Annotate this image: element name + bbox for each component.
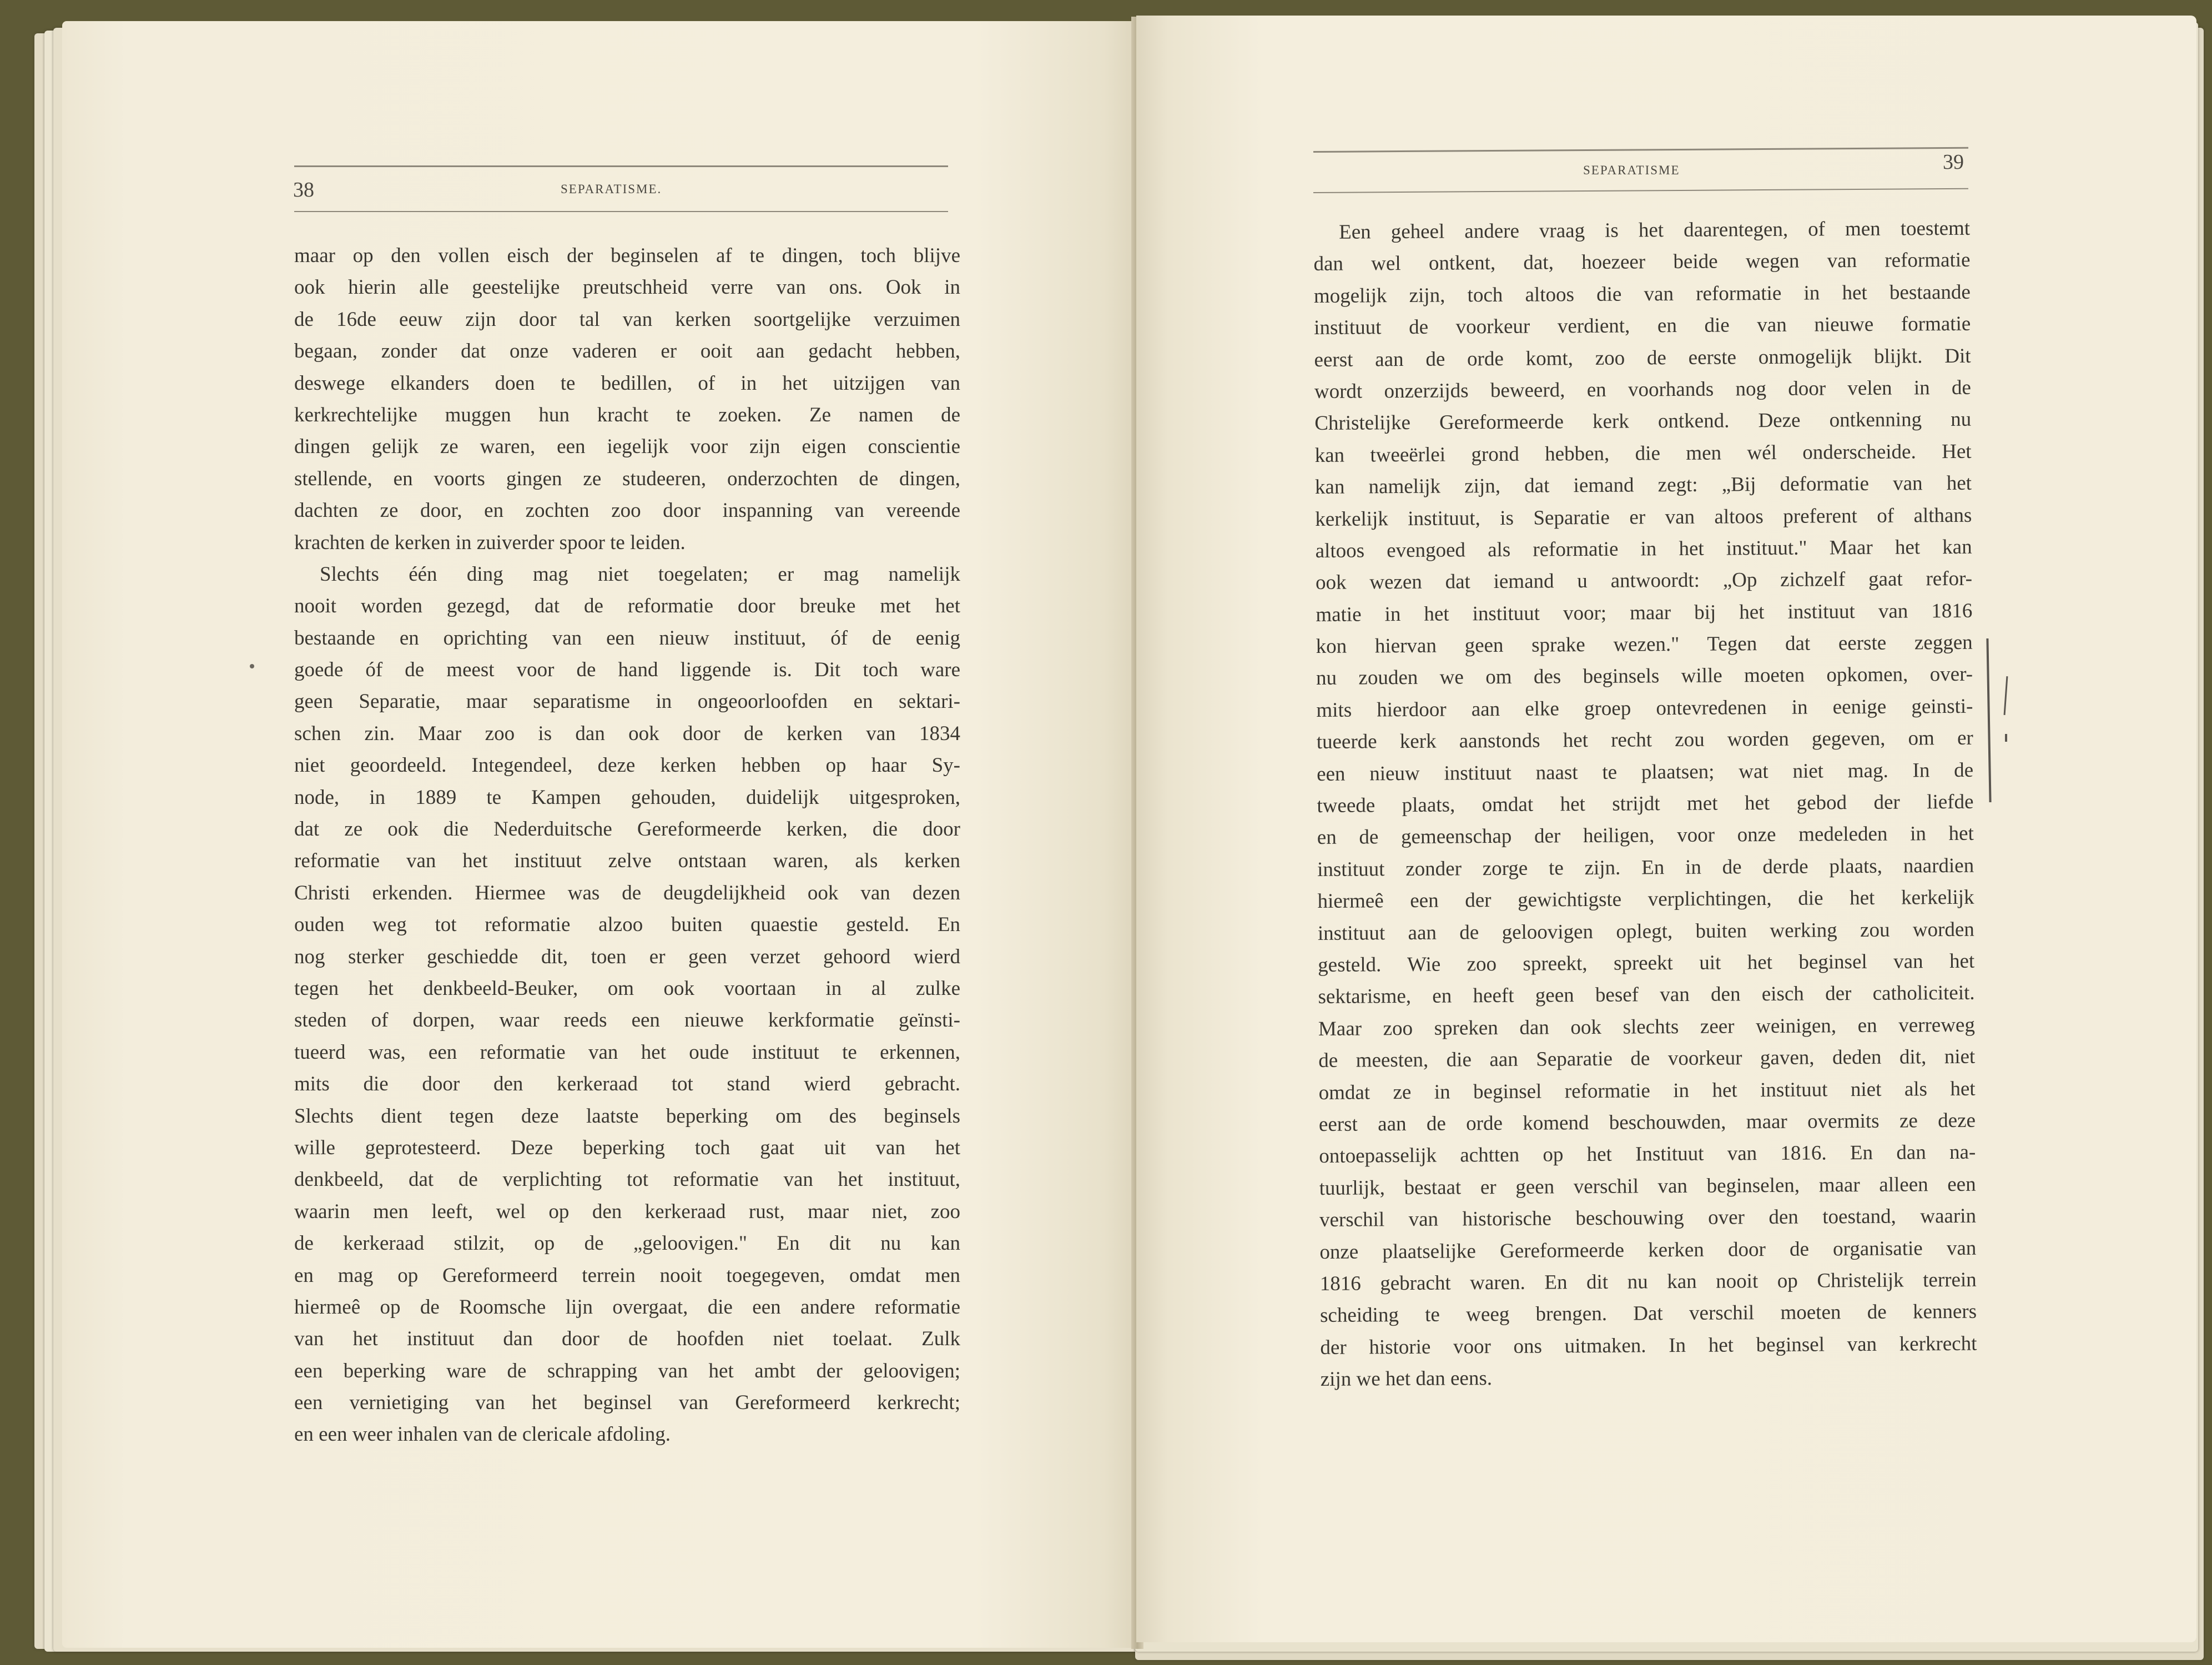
left-line: nog sterker geschiedde dit, toen er geen verzet gehoord wierd <box>294 945 960 968</box>
right-line: instituut aan de geloovigen oplegt, buiten werking zou worden <box>1317 918 1974 945</box>
right-line: der historie voor ons uitmaken. In het beginsel van kerkrecht <box>1320 1332 1977 1359</box>
right-line: kan namelijk zijn, dat iemand zegt: „Bij deformatie van het <box>1314 471 1972 499</box>
right-line: hiermeê een der gewichtigste verplichtingen, die het kerkelijk <box>1317 886 1974 913</box>
right-line: 1816 gebracht waren. En dit nu kan nooit op Christelijk terrein <box>1319 1268 1977 1295</box>
left-header-bottom-rule <box>294 211 948 212</box>
left-line: de kerkeraad stilzit, op de „geloovigen." En dit nu kan <box>294 1232 960 1255</box>
right-running-head: SEPARATISME <box>1583 163 1680 177</box>
right-page-number: 39 <box>1943 150 1964 174</box>
right-line: Een geheel andere vraag is het daarentegen, of men toestemt <box>1339 217 1971 244</box>
right-line: omdat ze in beginsel reformatie in het instituut niet als het <box>1318 1077 1976 1104</box>
right-line: kan tweeërlei grond hebben, die men wél onderscheide. Het <box>1314 440 1972 467</box>
right-line: mits hierdoor aan elke groep ontevredenen in eenige geinsti- <box>1316 695 1973 722</box>
left-line: wille geprotesteerd. Deze beperking toch gaat uit van het <box>294 1136 960 1159</box>
left-line: kerkrechtelijke muggen hun kracht te zoeken. Ze namen de <box>294 403 960 426</box>
left-line: dingen gelijk ze waren, een iegelijk voor zijn eigen conscientie <box>294 435 960 459</box>
left-line: steden of dorpen, waar reeds een nieuwe kerkformatie geïnsti- <box>294 1009 960 1032</box>
left-line: deswege elkanders doen te bedillen, of in het uitzijgen van <box>294 371 960 395</box>
right-line: nu zouden we om des beginsels wille moeten opkomen, over- <box>1316 663 1973 690</box>
left-line: niet geoordeeld. Integendeel, deze kerken hebben op haar Sy- <box>294 754 960 777</box>
right-line: zijn we het dan eens. <box>1320 1367 1493 1391</box>
left-line: mits die door den kerkeraad tot stand wierd gebracht. <box>294 1073 960 1096</box>
right-line: instituut de voorkeur verdient, en die van nieuwe formatie <box>1314 312 1971 340</box>
pencil-margin-dot <box>2005 734 2007 742</box>
left-line: stellende, en voorts gingen ze studeeren, onderzochten de dingen, <box>294 467 960 490</box>
left-line: denkbeeld, dat de verplichting tot reformatie van het instituut, <box>294 1168 960 1191</box>
left-line: schen zin. Maar zoo is dan ook door de kerken van 1834 <box>294 722 960 745</box>
right-line: ook wezen dat iemand u antwoordt: „Op zichzelf gaat refor- <box>1315 567 1973 595</box>
right-line: kon hiervan geen sprake wezen." Tegen dat eerste zeggen <box>1316 631 1973 658</box>
right-line: instituut zonder zorge te zijn. En in de derde plaats, naardien <box>1317 854 1974 881</box>
right-line: gesteld. Wie zoo spreekt, spreekt uit het beginsel van het <box>1318 949 1975 977</box>
left-line: tueerd was, een reformatie van het oude instituut te erkennen, <box>294 1040 960 1064</box>
right-line: mogelijk zijn, toch altoos die van reformatie in het bestaande <box>1313 280 1971 308</box>
left-header-top-rule <box>294 165 948 167</box>
left-line: Slechts dient tegen deze laatste beperking om des beginsels <box>294 1104 960 1128</box>
right-line: Maar zoo spreken dan ook slechts zeer weinigen, en verreweg <box>1318 1013 1976 1040</box>
left-line: dachten ze door, en zochten zoo door inspanning van vereende <box>294 499 960 522</box>
left-line: krachten de kerken in zuiverder spoor te leiden. <box>294 531 686 554</box>
right-line: scheiding te weeg brengen. Dat verschil moeten de kenners <box>1319 1300 1977 1327</box>
right-body-text <box>1313 213 1977 1396</box>
left-line: hiermeê op de Roomsche lijn overgaat, die een andere reformatie <box>294 1295 960 1319</box>
right-line: tuurlijk, bestaat er geen verschil van beginselen, maar alleen een <box>1319 1173 1976 1200</box>
left-line: een beperking ware de schrapping van het ambt der geloovigen; <box>294 1359 960 1382</box>
left-line: reformatie van het instituut zelve ontstaan waren, als kerken <box>294 849 960 873</box>
left-line: een vernietiging van het beginsel van Gereformeerd kerkrecht; <box>294 1391 960 1415</box>
right-line: wordt onzerzijds beweerd, en voorhands nog door velen in de <box>1314 376 1972 403</box>
right-line: tueerde kerk aanstonds het recht zou worden gegeven, om er <box>1316 727 1973 754</box>
left-line: Christi erkenden. Hiermee was de deugdelijkheid ook van dezen <box>294 881 960 904</box>
right-line: eerst aan de orde komt, zoo de eerste onmogelijk blijkt. Dit <box>1314 344 1971 371</box>
right-line: een nieuw instituut naast te plaatsen; wat niet mag. In de <box>1317 758 1974 786</box>
right-line: de meesten, die aan Separatie de voorkeur gaven, deden dit, niet <box>1318 1045 1976 1073</box>
left-page-number: 38 <box>293 178 314 202</box>
stray-ink-dot <box>250 664 254 668</box>
left-running-head: SEPARATISME. <box>561 182 662 196</box>
right-line: verschil van historische beschouwing over den toestand, waarin <box>1319 1204 1977 1232</box>
left-line: waarin men leeft, wel op den kerkeraad rust, maar niet, zoo <box>294 1200 960 1223</box>
right-line: onze plaatselijke Gereformeerde kerken door de organisatie van <box>1319 1236 1977 1264</box>
left-line: ouden weg tot reformatie alzoo buiten quaestie gesteld. En <box>294 913 960 937</box>
left-line: bestaande en oprichting van een nieuw instituut, óf de eenig <box>294 626 960 650</box>
left-body-text <box>294 240 960 1451</box>
left-line: dat ze ook die Nederduitsche Gereformeerde kerken, die door <box>294 818 960 841</box>
left-line: van het instituut dan door de hoofden niet toelaat. Zulk <box>294 1327 960 1351</box>
right-line: matie in het instituut voor; maar bij het instituut van 1816 <box>1316 599 1973 626</box>
left-line: Slechts één ding mag niet toegelaten; er mag namelijk <box>320 562 960 586</box>
left-line: de 16de eeuw zijn door tal van kerken soortgelijke verzuimen <box>294 308 960 331</box>
right-line: en de gemeenschap der heiligen, voor onze medeleden in het <box>1317 822 1974 849</box>
left-line: ook hierin alle geestelijke preutschheid verre van ons. Ook in <box>294 276 960 299</box>
left-line: begaan, zonder dat onze vaderen er ooit aan gedacht hebben, <box>294 340 960 363</box>
left-line: en mag op Gereformeerd terrein nooit toegegeven, omdat men <box>294 1264 960 1287</box>
right-line: altoos evengoed als reformatie in het instituut." Maar het kan <box>1315 535 1972 562</box>
right-line: ontoepasselijk achtten op het Instituut van 1816. En dan na- <box>1319 1141 1976 1168</box>
left-line: maar op den vollen eisch der beginselen af te dingen, toch blijve <box>294 244 960 267</box>
left-line: tegen het denkbeeld-Beuker, om ook voortaan in al zulke <box>294 977 960 1000</box>
right-line: Christelijke Gereformeerde kerk ontkend. Deze ontkenning nu <box>1314 408 1972 435</box>
left-line: geen Separatie, maar separatisme in ongeoorloofden en sektari- <box>294 690 960 713</box>
right-line: kerkelijk instituut, is Separatie er van altoos preferent of althans <box>1315 504 1972 531</box>
right-line: tweede plaats, omdat het strijdt met het gebod der liefde <box>1317 790 1974 818</box>
left-line: goede óf de meest voor de hand liggende is. Dit toch ware <box>294 658 960 682</box>
right-line: eerst aan de orde komend beschouwden, maar overmits ze deze <box>1318 1109 1976 1136</box>
right-line: dan wel ontkent, dat, hoezeer beide wegen van reformatie <box>1313 249 1971 276</box>
left-line: nooit worden gezegd, dat de reformatie door breuke met het <box>294 595 960 618</box>
left-line: node, in 1889 te Kampen gehouden, duidelijk uitgesproken, <box>294 786 960 809</box>
left-line: en een weer inhalen van de clericale afdoling. <box>294 1423 671 1446</box>
right-line: sektarisme, en heeft geen besef van den eisch der catholiciteit. <box>1318 982 1975 1009</box>
